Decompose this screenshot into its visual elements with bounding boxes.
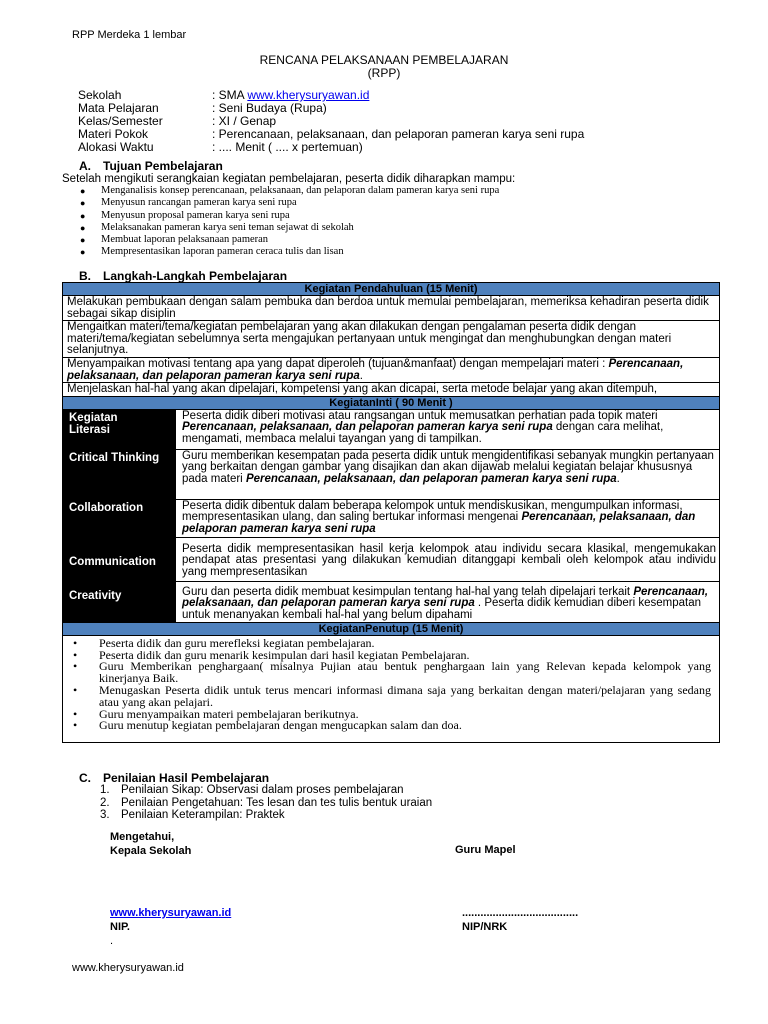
inti-label-creativity: Creativity bbox=[69, 589, 122, 602]
inti-label-literasi: Kegiatan Literasi bbox=[69, 411, 118, 436]
title-line-1: RENCANA PELAKSANAAN PEMBELAJARAN bbox=[259, 53, 509, 67]
inti-label-communication: Communication bbox=[69, 555, 156, 568]
learning-steps-table bbox=[62, 282, 720, 743]
table-row: Guru memberikan kesempatan pada peserta didik untuk mengidentifikasi sebanyak mungkin pertanyaan yang berkaitan dengan gambar yang disajikan dan akan dijawab melalui kegiatan belajar khususnya pada materi Perencanaan, pelaksanaan, dan pelaporan pameran karya seni rupa. bbox=[176, 450, 719, 500]
list-item: • Menugaskan Peserta didik untuk terus mencari informasi dimana saja yang berkaitan dengan materi/pelajaran yang sedang atau yang akan pelajari. bbox=[73, 682, 711, 709]
list-item: ● Menyusun rancangan pameran karya seni rupa bbox=[80, 197, 297, 209]
inti-header: KegiatanInti ( 90 Menit ) bbox=[63, 397, 719, 410]
signature-right-heading: Guru Mapel bbox=[455, 844, 516, 856]
inti-rows bbox=[63, 410, 719, 623]
list-item: 1. Penilaian Sikap: Observasi dalam proses pembelajaran bbox=[100, 784, 404, 796]
list-item: ● Mempresentasikan laporan pameran ceraca tulis dan lisan bbox=[80, 246, 344, 258]
inti-content-column bbox=[176, 410, 719, 622]
signature-left-name: www.kherysuryawan.id NIP. . bbox=[110, 907, 232, 947]
list-item: • Guru menyampaikan materi pembelajaran berikutnya. bbox=[73, 706, 359, 721]
penutup-list bbox=[63, 636, 719, 742]
list-item: ● Membuat laporan pelaksanaan pameran bbox=[80, 234, 269, 246]
page-footer: www.kherysuryawan.id bbox=[72, 962, 184, 974]
table-row: Peserta didik diberi motivasi atau rangsangan untuk memusatkan perhatian pada topik materi Perencanaan, pelaksanaan, dan pelaporan pameran karya seni rupa dengan cara melihat, mengamati, membaca melalui tayangan yang di tampilkan. bbox=[176, 410, 719, 450]
objectives-list bbox=[80, 185, 499, 259]
list-item: • Peserta didik dan guru merefleksi kegiatan pembelajaran. bbox=[73, 635, 375, 650]
table-row: Guru dan peserta didik membuat kesimpulan tentang hal-hal yang telah dipelajari terkait Perencanaan, pelaksanaan, dan pelaporan pameran karya seni rupa . Peserta didik kemudian diberi kesempatan untuk menanyakan kembali hal-hal yang belum dipahami bbox=[182, 585, 709, 621]
list-item: • Guru menutup kegiatan pembelajaran dengan mengucapkan salam dan doa. bbox=[73, 718, 462, 733]
table-row: Menyampaikan motivasi tentang apa yang dapat diperoleh (tujuan&manfaat) dengan mempelajari materi : Perencanaan, pelaksanaan, dan pelaporan pameran karya seni rupa. bbox=[63, 358, 719, 383]
section-a-heading: A. Tujuan Pembelajaran bbox=[79, 159, 223, 173]
table-row: Peserta didik dibentuk dalam beberapa kelompok untuk mendiskusikan, mengumpulkan informasi, mempresentasikan ulang, dan saling bertukar informasi mengenai Perencanaan, pelaksanaan, dan pelaporan pameran karya seni rupa bbox=[176, 500, 719, 538]
identity-value: : Perencanaan, pelaksanaan, dan pelaporan pameran karya seni rupa bbox=[212, 127, 585, 141]
section-b-heading: B. Langkah-Langkah Pembelajaran bbox=[79, 269, 288, 283]
identity-key: Mata Pelajaran bbox=[78, 101, 159, 115]
assessment-list bbox=[100, 784, 432, 822]
identity-value: : Seni Budaya (Rupa) bbox=[212, 101, 327, 115]
signature-left-heading: Mengetahui, Kepala Sekolah bbox=[110, 831, 192, 857]
table-row: Mengaitkan materi/tema/kegiatan pembelajaran yang akan dilakukan dengan pengalaman peserta didik dengan materi/tema/kegiatan sebelumnya serta mengajukan pertanyaan untuk mengingat dan menghubungkan dengan materi selanjutnya. bbox=[63, 321, 719, 358]
objectives-intro: Setelah mengikuti serangkaian kegiatan pembelajaran, peserta didik diharapkan mampu: bbox=[62, 173, 516, 185]
section-c-heading: C. Penilaian Hasil Pembelajaran bbox=[79, 771, 270, 785]
list-item: • Guru Memberikan penghargaan( misalnya Pujian atau bentuk penghargaan lain yang Relevan kepada kelompok yang kinerjanya Baik. bbox=[73, 659, 711, 686]
list-item: • Peserta didik dan guru menarik kesimpulan dari hasil kegiatan Pembelajaran. bbox=[73, 647, 470, 662]
penutup-header: KegiatanPenutup (15 Menit) bbox=[63, 623, 719, 636]
title-line-2: (RPP) bbox=[367, 66, 401, 80]
inti-label-collaboration: Collaboration bbox=[69, 501, 144, 514]
list-item: ● Menyusun proposal pameran karya seni rupa bbox=[80, 209, 290, 221]
table-row: Peserta didik mempresentasikan hasil kerja kelompok atau individu secara klasikal, mengemukakan pendapat atas presentasi yang dilakukan kemudian ditanggapi kembali oleh kelompok atau individu yang mempresentasikan bbox=[176, 538, 719, 582]
identity-key: Sekolah bbox=[78, 88, 122, 102]
list-item: 2. Penilaian Pengetahuan: Tes lesan dan tes tulis bentuk uraian bbox=[100, 796, 433, 809]
table-row: Menjelaskan hal-hal yang akan dipelajari, kompetensi yang akan dicapai, serta metode belajar yang akan ditempuh, bbox=[63, 383, 719, 397]
pendahuluan-header: Kegiatan Pendahuluan (15 Menit) bbox=[63, 283, 719, 296]
list-item: ● Melaksanakan pameran karya seni teman sejawat di sekolah bbox=[80, 221, 354, 233]
inti-labels-column bbox=[63, 410, 176, 622]
identity-key: Materi Pokok bbox=[78, 127, 149, 141]
identity-key: Kelas/Semester bbox=[78, 114, 163, 128]
principal-name-link[interactable]: www.kherysuryawan.id bbox=[110, 907, 232, 919]
list-item: 3. Penilaian Keterampilan: Praktek bbox=[100, 809, 285, 821]
signature-right-name: ...................................... NIP/NRK bbox=[462, 907, 579, 933]
identity-value: : SMA www.kherysuryawan.id bbox=[212, 88, 370, 102]
list-item: ● Menganalisis konsep perencanaan, pelaksanaan, dan pelaporan dalam pameran karya seni rupa bbox=[80, 185, 500, 196]
document-title bbox=[0, 54, 768, 80]
identity-block bbox=[78, 89, 584, 154]
identity-key: Alokasi Waktu bbox=[78, 140, 154, 154]
inti-label-critical-thinking: Critical Thinking bbox=[69, 451, 160, 464]
identity-row bbox=[78, 141, 584, 154]
page-header-label: RPP Merdeka 1 lembar bbox=[72, 29, 187, 41]
table-row: Melakukan pembukaan dengan salam pembuka dan berdoa untuk memulai pembelajaran, memeriksa kehadiran peserta didik sebagai sikap disiplin bbox=[63, 296, 719, 321]
school-link[interactable]: www.kherysuryawan.id bbox=[247, 88, 370, 102]
identity-value: : .... Menit ( .... x pertemuan) bbox=[212, 140, 363, 154]
identity-value: : XI / Genap bbox=[212, 114, 277, 128]
